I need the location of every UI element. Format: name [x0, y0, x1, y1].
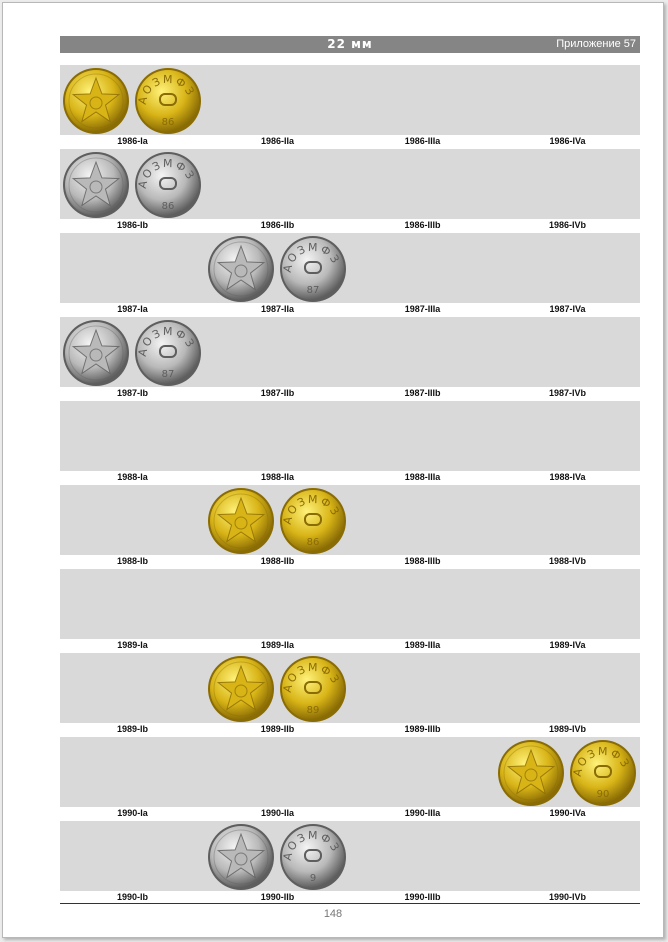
button-back	[135, 68, 201, 134]
variant-label: 1990-IIb	[260, 892, 295, 902]
button-front	[208, 488, 274, 554]
maker-stamp-text: АОЗМФЗ	[135, 156, 198, 190]
maker-stamp-text: АОЗМФЗ	[135, 72, 198, 106]
label-row	[60, 639, 640, 653]
catalog-grid	[60, 65, 640, 905]
year-stamp: 86	[161, 117, 175, 128]
button-front	[498, 740, 564, 806]
year-stamp: 89	[306, 705, 320, 716]
year-stamp: 87	[161, 369, 175, 380]
button-front	[208, 656, 274, 722]
footer-divider	[60, 903, 640, 904]
variant-label: 1988-IVa	[549, 472, 586, 482]
label-row	[60, 387, 640, 401]
label-row	[60, 723, 640, 737]
variant-label: 1987-Ia	[117, 304, 148, 314]
button-front	[63, 320, 129, 386]
maker-stamp-text: АОЗМФЗ	[570, 744, 633, 778]
button-front	[63, 152, 129, 218]
photo-band	[60, 653, 640, 723]
button-photo	[205, 487, 350, 555]
variant-label: 1990-IVa	[549, 808, 586, 818]
variant-label: 1987-IIb	[260, 388, 295, 398]
variant-label: 1987-IIa	[260, 304, 295, 314]
variant-label: 1989-IVb	[548, 724, 587, 734]
label-row	[60, 555, 640, 569]
catalog-page	[2, 2, 664, 938]
photo-band	[60, 233, 640, 303]
button-photo	[60, 319, 205, 387]
catalog-row	[60, 821, 640, 905]
variant-label: 1988-Ia	[117, 472, 148, 482]
button-pair	[497, 739, 639, 807]
variant-label: 1986-IIIa	[404, 136, 441, 146]
button-back	[280, 488, 346, 554]
button-pair	[62, 67, 204, 135]
variant-label: 1989-Ib	[116, 724, 149, 734]
variant-label: 1989-IVa	[549, 640, 586, 650]
button-pair	[207, 487, 349, 555]
maker-stamp-text: АОЗМФЗ	[280, 828, 343, 862]
variant-label: 1989-Ia	[117, 640, 148, 650]
button-back	[280, 236, 346, 302]
variant-label: 1990-IIIb	[404, 892, 441, 902]
variant-label: 1987-IIIa	[404, 304, 441, 314]
photo-band	[60, 485, 640, 555]
button-photo	[205, 655, 350, 723]
label-row	[60, 303, 640, 317]
header-title: 22 мм	[327, 37, 373, 51]
variant-label: 1986-IIIb	[404, 220, 441, 230]
variant-label: 1988-Ib	[116, 556, 149, 566]
button-back	[135, 320, 201, 386]
page-number: 148	[323, 908, 343, 920]
button-photo	[60, 67, 205, 135]
catalog-row	[60, 653, 640, 737]
catalog-row	[60, 401, 640, 485]
label-row	[60, 471, 640, 485]
photo-band	[60, 569, 640, 639]
button-pair	[207, 235, 349, 303]
year-stamp: 86	[161, 201, 175, 212]
photo-band	[60, 821, 640, 891]
variant-label: 1989-IIa	[260, 640, 295, 650]
maker-stamp-text: АОЗМФЗ	[280, 492, 343, 526]
variant-label: 1986-IIa	[260, 136, 295, 146]
variant-label: 1990-IIIa	[404, 808, 441, 818]
button-photo	[60, 151, 205, 219]
button-photo	[205, 823, 350, 891]
variant-label: 1988-IVb	[548, 556, 587, 566]
variant-label: 1989-IIIb	[404, 724, 441, 734]
variant-label: 1990-Ib	[116, 892, 149, 902]
header-bar	[60, 36, 640, 53]
variant-label: 1989-IIb	[260, 724, 295, 734]
catalog-row	[60, 317, 640, 401]
catalog-row	[60, 485, 640, 569]
maker-stamp-text: АОЗМФЗ	[280, 660, 343, 694]
variant-label: 1988-IIb	[260, 556, 295, 566]
button-pair	[207, 655, 349, 723]
year-stamp: 87	[306, 285, 320, 296]
label-row	[60, 135, 640, 149]
variant-label: 1990-IIa	[260, 808, 295, 818]
catalog-row	[60, 149, 640, 233]
variant-label: 1990-Ia	[117, 808, 148, 818]
variant-label: 1987-IIIb	[404, 388, 441, 398]
button-front	[63, 68, 129, 134]
variant-label: 1987-Ib	[116, 388, 149, 398]
year-stamp: 86	[306, 537, 320, 548]
variant-label: 1987-IVb	[548, 388, 587, 398]
catalog-row	[60, 737, 640, 821]
variant-label: 1988-IIIb	[404, 556, 441, 566]
button-front	[208, 824, 274, 890]
appendix-label: Приложение 57	[556, 38, 636, 50]
button-pair	[62, 151, 204, 219]
label-row	[60, 807, 640, 821]
button-front	[208, 236, 274, 302]
catalog-row	[60, 569, 640, 653]
variant-label: 1986-IVa	[549, 136, 586, 146]
button-back	[280, 824, 346, 890]
variant-label: 1989-IIIa	[404, 640, 441, 650]
variant-label: 1990-IVb	[548, 892, 587, 902]
photo-band	[60, 65, 640, 135]
variant-label: 1987-IVa	[549, 304, 586, 314]
year-stamp: 9	[309, 873, 317, 884]
button-back	[280, 656, 346, 722]
variant-label: 1986-IIb	[260, 220, 295, 230]
photo-band	[60, 401, 640, 471]
button-pair	[62, 319, 204, 387]
catalog-row	[60, 65, 640, 149]
button-back	[570, 740, 636, 806]
catalog-row	[60, 233, 640, 317]
variant-label: 1988-IIIa	[404, 472, 441, 482]
button-photo	[205, 235, 350, 303]
photo-band	[60, 149, 640, 219]
photo-band	[60, 317, 640, 387]
variant-label: 1986-IVb	[548, 220, 587, 230]
maker-stamp-text: АОЗМФЗ	[135, 324, 198, 358]
label-row	[60, 219, 640, 233]
year-stamp: 90	[596, 789, 610, 800]
maker-stamp-text: АОЗМФЗ	[280, 240, 343, 274]
variant-label: 1988-IIa	[260, 472, 295, 482]
variant-label: 1986-Ia	[117, 136, 148, 146]
button-back	[135, 152, 201, 218]
photo-band	[60, 737, 640, 807]
button-pair	[207, 823, 349, 891]
button-photo	[495, 739, 640, 807]
variant-label: 1986-Ib	[116, 220, 149, 230]
